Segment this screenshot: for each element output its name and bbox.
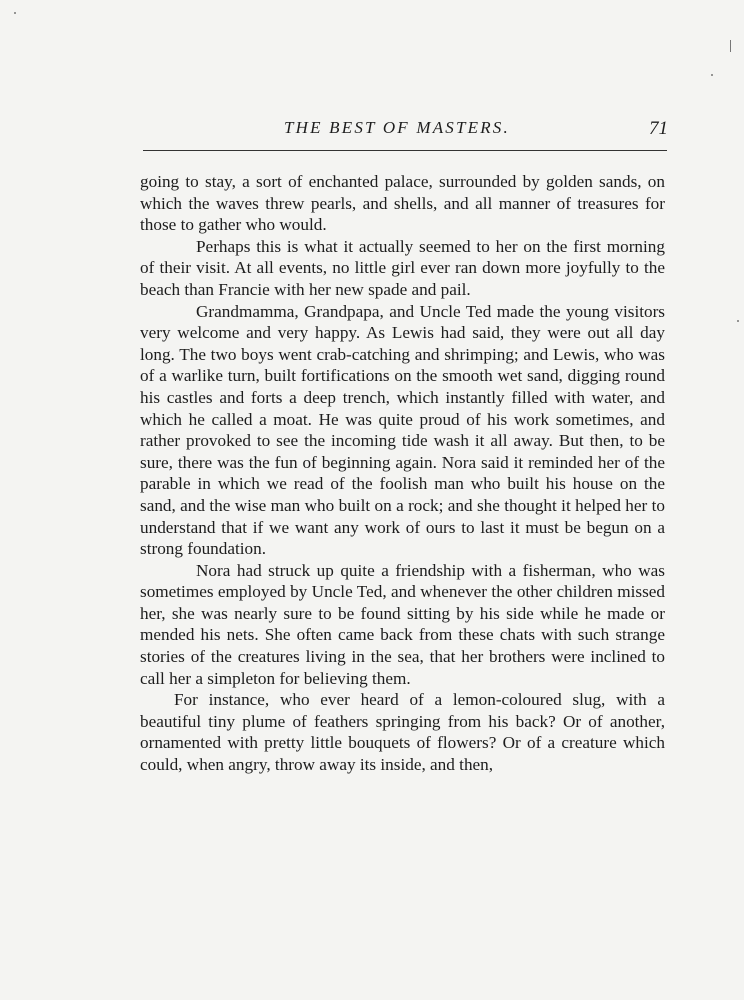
paragraph-5: For instance, who ever heard of a lemon-coloured slug, with a beautiful tiny plume of feathers springing from his back? Or of another, ornamented with pretty little bouquets of flowers? Or of a creature which could, when angry, throw away its inside, and then,	[140, 690, 665, 775]
scan-speck	[737, 320, 739, 322]
paragraph-4: Nora had struck up quite a friendship with a fisherman, who was sometimes employed by Uncle Ted, and whenever the other children missed her, she was nearly sure to be found sitting by his side while he made or mended his nets. She often came back from these chats with such strange stories of the creatures living in the sea, that her brothers were inclined to call her a simpleton for believing them.	[140, 560, 665, 688]
body-text	[140, 171, 665, 776]
scan-speck	[711, 74, 713, 76]
paragraph-1: going to stay, a sort of enchanted palace, surrounded by golden sands, on which the waves threw pearls, and shells, and all manner of treasures for those to gather who would.	[140, 172, 665, 235]
running-head	[140, 118, 670, 142]
paragraph-3: Grandmamma, Grandpapa, and Uncle Ted made the young visitors very welcome and very happy. As Lewis had said, they were out all day long. The two boys went crab-catching and shrimping; and Lewis, who was of a warlike turn, built fortifications on the smooth wet sand, digging round his castles and forts a deep trench, which instantly filled with water, and which he called a moat. He was quite proud of his work sometimes, and rather provoked to see the incoming tide wash it all away. But then, to be sure, there was the fun of beginning again. Nora said it reminded her of the parable in which we read of the foolish man who built his house on the sand, and the wise man who built on a rock; and she thought it helped her to understand that if we want any work of ours to last it must be begun on a strong foundation.	[140, 301, 665, 559]
header-rule	[143, 150, 667, 151]
page-number: 71	[649, 118, 668, 139]
scan-speck	[14, 12, 16, 14]
scan-speck	[730, 40, 731, 52]
running-title: THE BEST OF MASTERS.	[284, 118, 510, 137]
paragraph-2: Perhaps this is what it actually seemed to her on the first morning of their visit. At all events, no little girl ever ran down more joyfully to the beach than Francie with her new spade and pail.	[140, 236, 665, 299]
